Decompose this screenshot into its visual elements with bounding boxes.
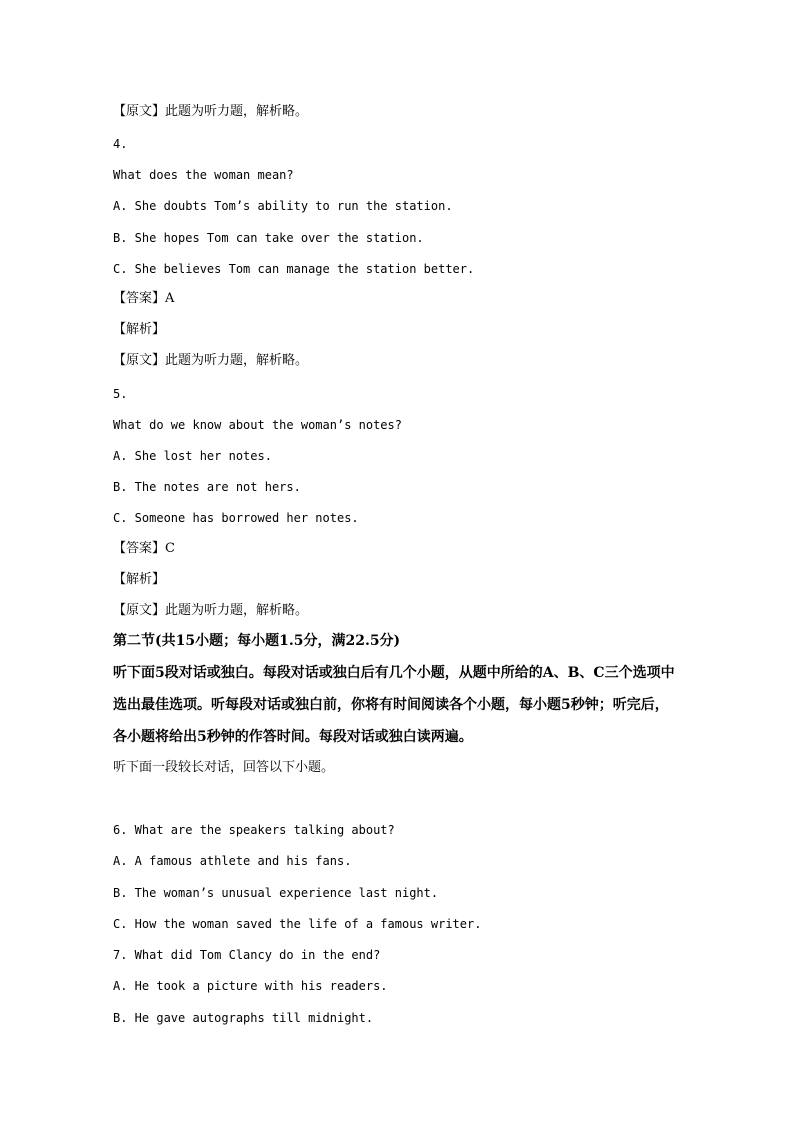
option-c: C. She believes Tom can manage the station better. bbox=[113, 262, 475, 276]
question-text: 7. What did Tom Clancy do in the end? bbox=[113, 948, 381, 962]
section-heading: 第二节(共15小题；每小题1.5分，满22.5分) bbox=[113, 633, 401, 649]
option-a: A. He took a picture with his readers. bbox=[113, 979, 388, 993]
option-b: B. The notes are not hers. bbox=[113, 480, 301, 494]
option-c: C. Someone has borrowed her notes. bbox=[113, 511, 359, 525]
section-instructions: 各小题将给出5秒钟的作答时间。每段对话或独白读两遍。 bbox=[113, 729, 473, 745]
section-instructions: 听下面5段对话或独白。每段对话或独白后有几个小题，从题中所给的A、B、C三个选项中 bbox=[113, 665, 675, 681]
question-number: 4. bbox=[113, 137, 128, 151]
option-a: A. She lost her notes. bbox=[113, 449, 272, 463]
option-a: A. A famous athlete and his fans. bbox=[113, 854, 352, 868]
question-text: What does the woman mean? bbox=[113, 168, 294, 182]
option-b: B. The woman’s unusual experience last night. bbox=[113, 886, 439, 900]
answer-label: 【答案】C bbox=[113, 541, 175, 556]
source-note: 【原文】此题为听力题，解析略。 bbox=[113, 603, 309, 618]
source-note: 【原文】此题为听力题，解析略。 bbox=[113, 104, 309, 119]
question-number: 5. bbox=[113, 387, 128, 401]
analysis-label: 【解析】 bbox=[113, 572, 166, 587]
option-b: B. She hopes Tom can take over the station. bbox=[113, 231, 424, 245]
source-note: 【原文】此题为听力题，解析略。 bbox=[113, 353, 309, 368]
analysis-label: 【解析】 bbox=[113, 322, 166, 337]
dialogue-instruction: 听下面一段较长对话，回答以下小题。 bbox=[113, 760, 335, 775]
section-instructions: 选出最佳选项。听每段对话或独白前，你将有时间阅读各个小题，每小题5秒钟；听完后， bbox=[113, 697, 669, 713]
answer-label: 【答案】A bbox=[113, 291, 175, 306]
option-b: B. He gave autographs till midnight. bbox=[113, 1011, 374, 1025]
question-text: What do we know about the woman’s notes? bbox=[113, 418, 402, 432]
option-a: A. She doubts Tom’s ability to run the station. bbox=[113, 199, 453, 213]
option-c: C. How the woman saved the life of a famous writer. bbox=[113, 917, 482, 931]
question-text: 6. What are the speakers talking about? bbox=[113, 823, 395, 837]
